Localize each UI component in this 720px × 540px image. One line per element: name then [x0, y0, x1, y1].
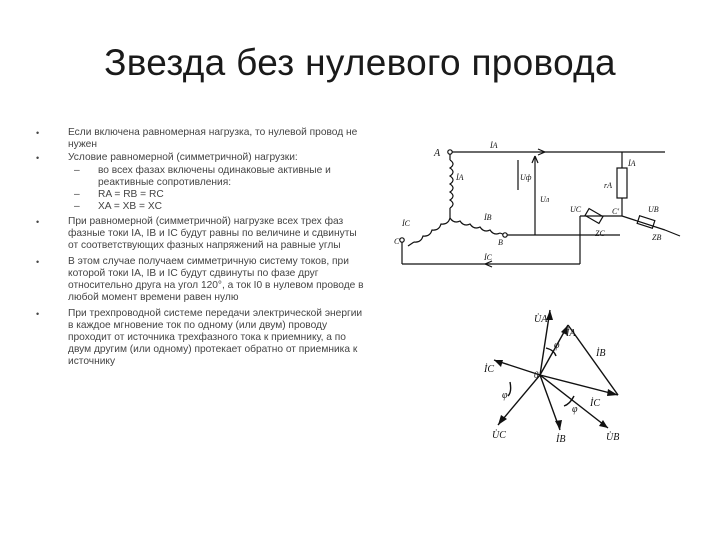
- sub-bullet-marker: –: [74, 165, 80, 176]
- vector-ic-label: İC: [484, 364, 494, 375]
- impedance-zb-label: ZB: [652, 233, 662, 242]
- bullet-text: Условие равномерной (симметричной) нагрузки:: [68, 152, 298, 163]
- bullet-text: В этом случае получаем симметричную систему токов, при которой токи IA, IB и IC будут сдвинуты по фазе друг относительно друга на угол 120°, а ток I0 в нулевом проводе в любой момент времени равен нулю: [68, 256, 364, 303]
- bullet-list: [36, 127, 366, 369]
- node-a-label: A: [434, 148, 441, 159]
- bullet-item: [36, 127, 366, 151]
- bullet-marker: •: [36, 128, 40, 138]
- sub-bullet-marker: –: [74, 201, 80, 212]
- bullet-marker: •: [36, 257, 40, 267]
- voltage-uf-label: Uф: [520, 173, 532, 182]
- vector-ia-label: İA: [566, 328, 576, 339]
- voltage-ub-label: UB: [648, 205, 659, 214]
- current-ia-coil-label: İA: [456, 173, 464, 182]
- sub-bullet-item: [36, 165, 366, 189]
- sub-bullet-item: [36, 189, 366, 201]
- node-c-label: C: [394, 237, 400, 246]
- bullet-text: При равномерной (симметричной) нагрузке всех трех фаз фазные токи IA, IB и IC будут равны по величине и сдвинуты от соответствующих фазных напряжений на равные углы: [68, 216, 357, 251]
- vector-ub-label: U̇B: [606, 432, 620, 443]
- bullet-item: [36, 308, 366, 368]
- resistance-ra-label: rA: [604, 181, 612, 190]
- bullet-item: [36, 216, 366, 252]
- vector-ib-label: İB: [596, 348, 606, 359]
- sub-bullet-item: [36, 201, 366, 213]
- vector-ib-low-label: İB: [556, 434, 566, 445]
- vector-origin-label: 0: [534, 370, 539, 380]
- vector-uc-label: U̇C: [492, 430, 506, 441]
- current-ic-bottom-label: İC: [484, 253, 492, 262]
- current-ib-label: İB: [484, 213, 492, 222]
- slide-title: Звезда без нулевого провода: [104, 42, 616, 83]
- phasor-diagram: [470, 300, 640, 455]
- vector-ua-label: U̇A: [534, 314, 548, 325]
- angle-phi-2-label: φ: [502, 390, 508, 401]
- bullet-item: [36, 256, 366, 304]
- current-ic-label: İC: [402, 219, 410, 228]
- node-c-prime-label: C': [612, 207, 620, 216]
- bullet-item: [36, 152, 366, 164]
- angle-phi-1-label: φ: [554, 340, 560, 351]
- sub-bullet-text: во всех фазах включены одинаковые активные и реактивные сопротивления:: [98, 165, 331, 188]
- star-circuit-diagram: [390, 130, 690, 275]
- bullet-text: При трехпроводной системе передачи электрической энергии в каждое мгновение ток по одному (или двум) проводу проходит от источника трехфазного тока к приемнику, а по двум другим (или одному) протекает обратно от приемника к источнику: [68, 308, 363, 367]
- bullet-marker: •: [36, 217, 40, 227]
- bullet-marker: •: [36, 153, 40, 163]
- impedance-zc-label: ZC: [595, 229, 605, 238]
- current-ia-top-label: İA: [490, 141, 498, 150]
- bullet-marker: •: [36, 309, 40, 319]
- sub-bullet-marker: –: [74, 189, 80, 200]
- voltage-ul-label: Uл: [540, 195, 550, 204]
- vector-ic-low-label: İC: [590, 398, 600, 409]
- sub-bullet-text: RA = RB = RC: [98, 189, 164, 200]
- voltage-uc-label: UC: [570, 205, 582, 214]
- bullet-text: Если включена равномерная нагрузка, то нулевой провод не нужен: [68, 127, 358, 150]
- sub-bullet-text: XA = XB = XC: [98, 201, 162, 212]
- angle-phi-3-label: φ: [572, 404, 578, 415]
- node-b-label: B: [498, 238, 503, 247]
- current-ia-load-label: İA: [628, 159, 636, 168]
